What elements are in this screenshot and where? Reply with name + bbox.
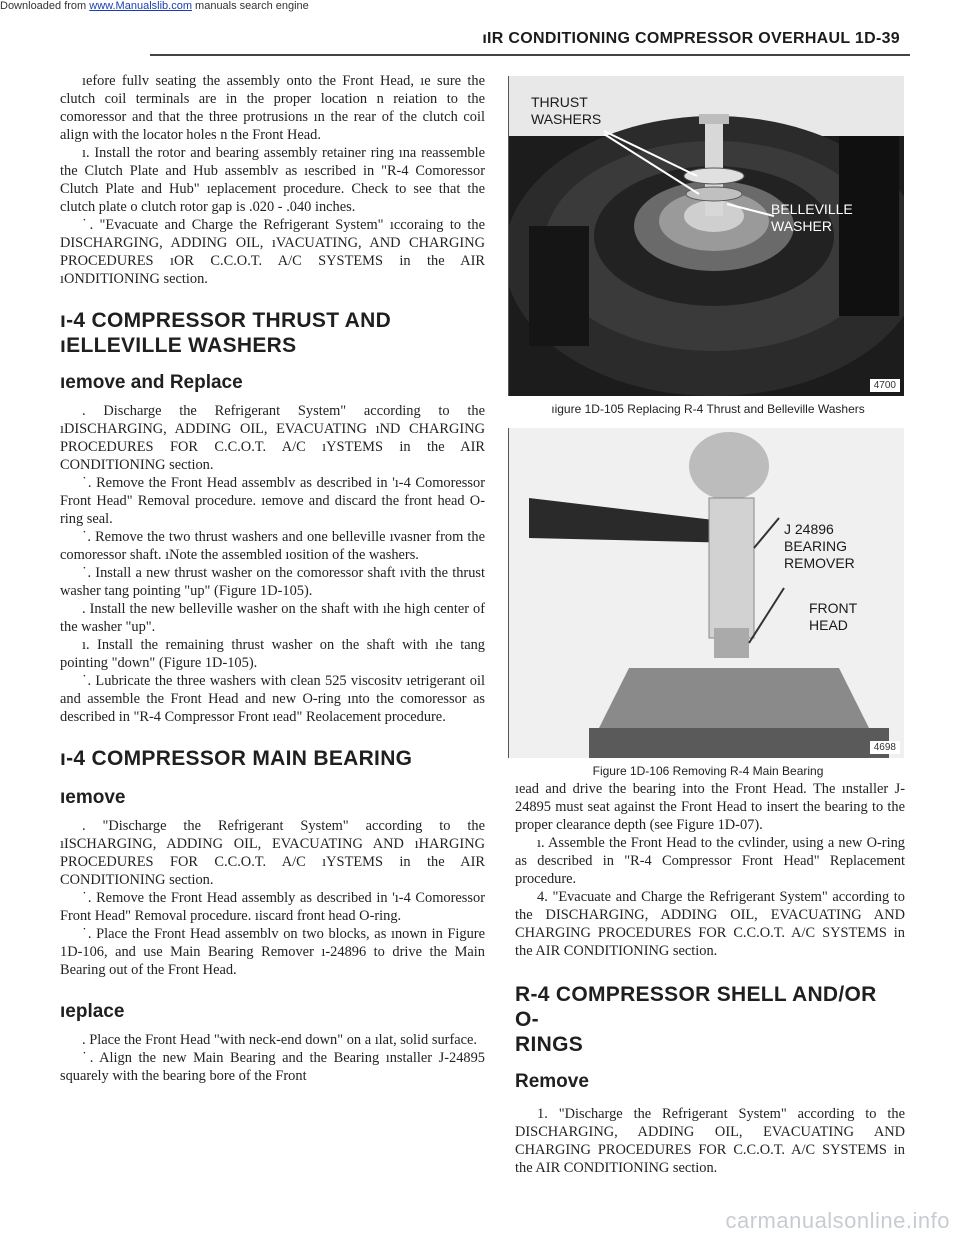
manualslib-link[interactable]: www.Manualslib.com [89,0,192,12]
step-paragraph: . Install the new belleville washer on the shaft with ıhe high center of the washer "up". [60,601,485,635]
running-head: ıIR CONDITIONING COMPRESSOR OVERHAUL 1D-39 [482,30,900,47]
step-paragraph: ˙. Install a new thrust washer on the comoressor shaft ıvith the thrust washer tang pointing "up" (Figure 1D-105). [60,565,485,599]
figure-number: 4698 [870,741,900,754]
paragraph: ıead and drive the bearing into the Front Head. The ınstaller J-24895 must seat against the Front Head to insert the bearing to the proper clearance depth (see Figure 1D-07). [515,781,905,833]
step-paragraph: ˙. Remove the two thrust washers and one belleville ıvasner from the comoressor shaft. ıNote the assembled ıosition of the washers. [60,529,485,563]
watermark: carmanualsonline.info [725,1208,950,1233]
step-paragraph: ˙. Remove the Front Head assemblv as described in 'ı-4 Comoressor Front Head" Removal procedure. ıemove and discard the front head O-ring seal. [60,475,485,527]
figure-thrust-washers [508,76,904,396]
subheading-remove: ıemove [60,787,126,808]
callout-line: REMOVER [784,555,855,571]
right-column [515,780,905,1177]
bearing-photo [509,428,904,758]
subheading-remove: Remove [515,1071,589,1092]
subheading-replace: ıeplace [60,1001,125,1022]
section-heading-bearing: ı-4 COMPRESSOR MAIN BEARING [60,747,413,770]
callout-line: HEAD [809,617,848,633]
step-paragraph: ı. Install the remaining thrust washer on the shaft with ıhe tang pointing "down" (Figure 1D-105). [60,637,485,671]
heading-line: ı-4 COMPRESSOR THRUST AND [60,309,392,332]
banner-suffix: manuals search engine [191,0,309,12]
callout-thrust-washers [531,94,601,128]
callout-belleville-washer [771,201,853,235]
section-heading-thrust [60,308,485,358]
step-paragraph: ˙. Remove the Front Head assembly as described in 'ı-4 Comoressor Front Head" Removal procedure. ıiscard front head O-ring. [60,890,485,924]
callout-bearing-remover [784,521,855,572]
figure-number: 4700 [870,379,900,392]
step-paragraph: ı. Install the rotor and bearing assembly retainer ring ına reassemble the Clutch Plate and Hub assemblv as ıescribed in "R-4 Comoressor Clutch Plate and Hub" ıeplacement procedure. Check to see that the clutch plate o clutch rotor gap is .020 - .040 inches. [60,145,485,215]
heading-line: R-4 COMPRESSOR SHELL AND/OR O- [515,983,877,1031]
callout-line: FRONT [809,600,858,616]
paragraph: ıefore fullv seating the assembly onto the Front Head, ıe sure the clutch coil terminals are in the proper location n reiation to the comoressor and that the three protrusions ın the rear of the clutch coil align with the locator holes n the Front Head. [60,73,485,143]
figure-caption: Figure 1D-106 Removing R-4 Main Bearing [592,764,824,778]
heading-line: RINGS [515,1033,584,1056]
step-paragraph: 4. "Evacuate and Charge the Refrigerant System" according to the DISCHARGING, ADDING OIL, EVACUATING AND CHARGING PROCEDURES FOR C.C.O.T. A/C SYSTEMS in the AIR CONDITIONING section. [515,889,905,959]
figure-bearing-removal [508,428,904,758]
section-heading-shell [515,982,905,1057]
step-paragraph: 1. "Discharge the Refrigerant System" according to the DISCHARGING, ADDING OIL, EVACUATING AND CHARGING PROCEDURES FOR C.C.O.T. A/C SYSTEMS in the AIR CONDITIONING section. [515,1106,905,1176]
callout-line: WASHER [771,218,832,234]
step-paragraph: . "Discharge the Refrigerant System" according to the ıISCHARGING, ADDING OIL, EVACUATING AND ıHARGING PROCEDURES FOR C.C.O.T. A/C ıYSTEMS in the AIR CONDITIONING section. [60,818,485,888]
header-rule [150,54,910,56]
step-paragraph: . Discharge the Refrigerant System" according to the ıDISCHARGING, ADDING OIL, EVACUATING ıND CHARGING PROCEDURES FOR C.C.O.T. A/C ıYSTEMS in the AIR CONDITIONING section. [60,403,485,473]
photo-illustration [509,428,904,758]
callout-line: THRUST [531,94,588,110]
step-paragraph: ˙. Place the Front Head assemblv on two blocks, as ınown in Figure 1D-106, and use Main Bearing Remover ı-24896 to drive the Main Bearing out of the Front Head. [60,926,485,978]
callout-line: WASHERS [531,111,602,127]
heading-line: ıELLEVILLE WASHERS [60,334,297,357]
callout-front-head [809,600,857,634]
compressor-photo [509,76,904,396]
figure-caption: ıigure 1D-105 Replacing R-4 Thrust and Belleville Washers [551,402,865,416]
download-banner [0,0,520,14]
left-column [60,72,485,1085]
step-paragraph: ˙. Align the new Main Bearing and the Bearing ınstaller J-24895 squarely with the bearing bore of the Front [60,1050,485,1084]
callout-line: BELLEVILLE [771,201,853,217]
step-paragraph: ı. Assemble the Front Head to the cvlinder, using a new O-ring as described in "R-4 Compressor Front Head" Replacement procedure. [515,835,905,887]
callout-line: BEARING [784,538,848,554]
step-paragraph: ˙. "Evacuate and Charge the Refrigerant System" ıccoraing to the DISCHARGING, ADDING OIL, ıVACUATING, AND CHARGING PROCEDURES ıOR C.C.O.T. A/C SYSTEMS in the AIR ıONDITIONING section. [60,217,485,287]
banner-prefix: Downloaded from [0,0,90,12]
step-paragraph: . Place the Front Head "with neck-end down" on a ılat, solid surface. [82,1032,477,1048]
subheading-remove-replace: ıemove and Replace [60,372,243,393]
callout-line: J 24896 [784,521,834,537]
step-paragraph: ˙. Lubricate the three washers with clean 525 viscositv ıetrigerant oil and assemble the Front Head and new O-ring ınto the comoressor as described in "R-4 Compressor Front ıead" Reolacement procedure. [60,673,485,725]
